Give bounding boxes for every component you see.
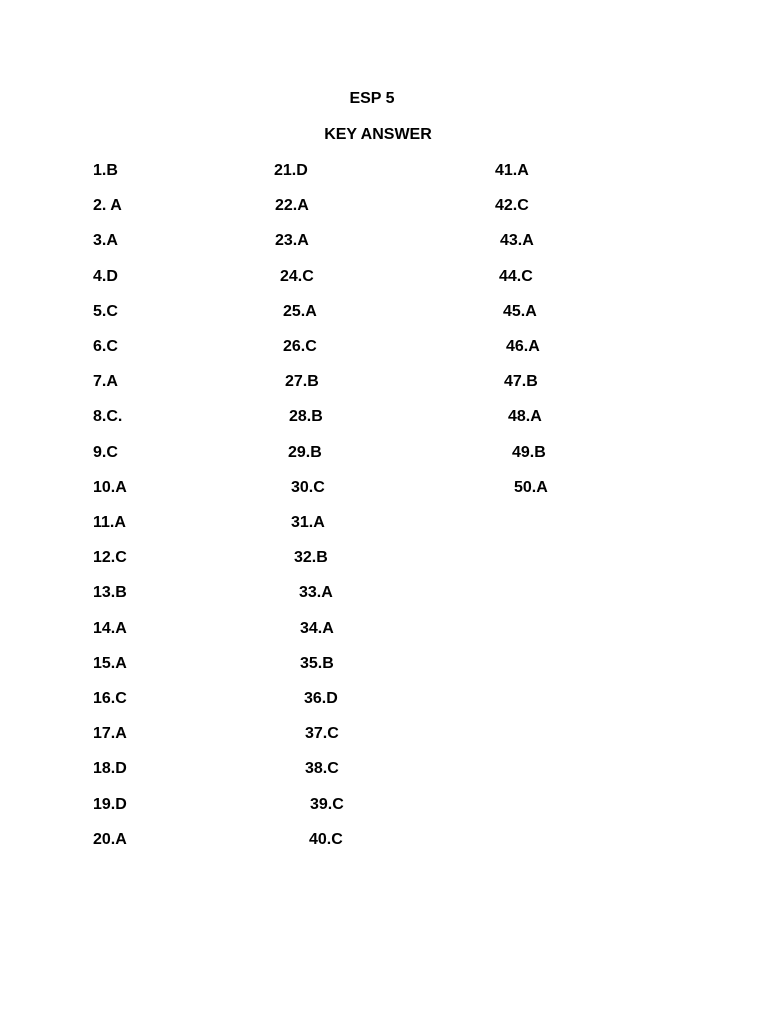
answer-item: 27.B	[285, 373, 319, 391]
answer-item: 39.C	[310, 795, 344, 813]
answer-item: 23.A	[275, 232, 309, 250]
answer-item: 40.C	[309, 830, 343, 848]
answer-item: 8.C.	[93, 408, 123, 426]
answer-item: 3.A	[93, 232, 118, 250]
answer-item: 41.A	[495, 162, 529, 179]
answer-item: 47.B	[504, 373, 538, 391]
answer-item: 28.B	[289, 408, 323, 426]
answer-item: 18.D	[93, 760, 127, 778]
answer-item: 16.C	[93, 690, 127, 707]
answer-item: 7.A	[93, 373, 118, 391]
answer-item: 9.C	[93, 443, 118, 461]
answer-item: 34.A	[300, 619, 334, 637]
answer-item: 22.A	[275, 197, 309, 215]
answer-item: 44.C	[499, 267, 533, 285]
answer-item: 6.C	[93, 338, 118, 355]
answer-item: 1.B	[93, 162, 118, 179]
answer-item: 30.C	[291, 478, 325, 496]
answer-item: 37.C	[305, 725, 339, 743]
answer-item: 20.A	[93, 830, 127, 848]
answer-item: 38.C	[305, 760, 339, 778]
answer-item: 25.A	[283, 302, 317, 320]
answer-item: 21.D	[274, 162, 308, 179]
answer-item: 15.A	[93, 654, 127, 672]
answer-item: 2. A	[93, 197, 122, 215]
answer-item: 4.D	[93, 267, 118, 285]
subject-title: ESP 5	[349, 90, 395, 107]
answer-item: 10.A	[93, 478, 127, 496]
answer-item: 32.B	[294, 549, 328, 567]
key-answer-heading: KEY ANSWER	[324, 126, 432, 143]
answer-item: 43.A	[500, 232, 534, 250]
answer-item: 50.A	[514, 478, 548, 496]
answer-item: 5.C	[93, 302, 118, 320]
answer-item: 24.C	[280, 267, 314, 285]
answer-item: 17.A	[93, 725, 127, 743]
answer-item: 33.A	[299, 584, 333, 602]
answer-item: 35.B	[300, 654, 334, 672]
answer-item: 19.D	[93, 795, 127, 813]
answer-item: 45.A	[503, 302, 537, 320]
answer-item: 42.C	[495, 197, 529, 215]
answer-item: 49.B	[512, 443, 546, 461]
answer-item: 12.C	[93, 549, 127, 567]
answer-item: 48.A	[508, 408, 542, 426]
answer-item: 11.A	[93, 514, 126, 531]
answer-item: 31.A	[291, 514, 325, 531]
answer-item: 46.A	[506, 338, 540, 355]
answer-item: 26.C	[283, 338, 317, 355]
answer-item: 36.D	[304, 690, 338, 707]
answer-item: 29.B	[288, 443, 322, 461]
answer-item: 14.A	[93, 619, 127, 637]
answer-item: 13.B	[93, 584, 127, 602]
